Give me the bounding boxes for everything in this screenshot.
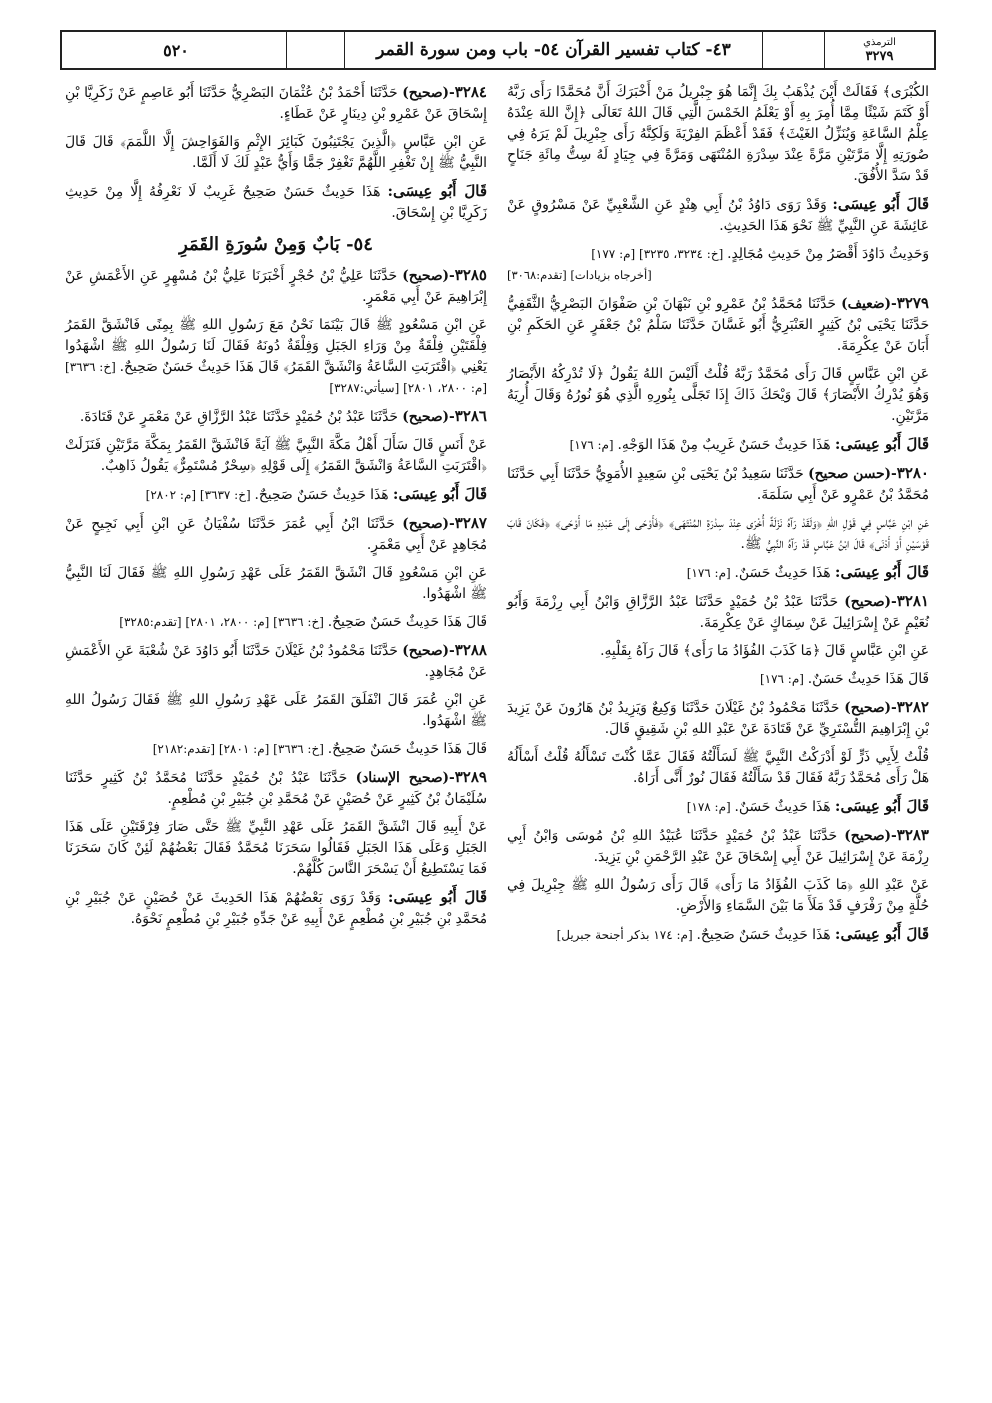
paragraph-text: عَنْ أَنَسٍ قَالَ سَأَلَ أَهْلُ مَكَّةَ النَّبِيَّ ﷺ آيَةً فَانْشَقَّ القَمَرُ بِمَكَّةَ مَرَّتَيْنِ فَنَزَلَتْ ﴿اقْتَرَبَتِ السَّاعَةُ وَانْشَقَّ القَمَرُ﴾ إِلَى قَوْلِهِ ﴿سِحْرٌ مُسْتَمِرٌّ﴾ يَقُولُ ذَاهِبٌ.	[65, 437, 487, 474]
reference: [م: ١٧٦]	[686, 566, 735, 580]
paragraph	[507, 293, 929, 357]
paragraph	[65, 739, 487, 760]
paragraph	[507, 875, 929, 917]
paragraph	[507, 641, 929, 662]
paragraph-text: حَدَّثَنَا عَبْدُ بْنُ حُمَيْدٍ حَدَّثَنَا عُبَيْدُ اللهِ بْنُ مُوسَى وَابْنُ أَبِي رِزْمَةَ عَنْ إِسْرَائِيلَ عَنْ أَبِي إِسْحَاقَ عَنْ عَبْدِ الرَّحْمَنِ بْنِ يَزِيدَ.	[507, 828, 929, 865]
paragraph	[507, 434, 929, 456]
paragraph	[65, 315, 487, 399]
paragraph-text: هَذَا حَدِيثٌ حَسَنٌ صَحِيحٌ.	[254, 487, 393, 503]
paragraph-text: حَدَّثَنَا عَبْدُ بْنُ حُمَيْدٍ حَدَّثَنَا مُحَمَّدُ بْنُ كَثِيرٍ حَدَّثَنَا سُلَيْمَانُ بْنُ كَثِيرٍ عَنْ حُصَيْنٍ عَنْ مُحَمَّدِ بْنِ جُبَيْرِ بْنِ مُطْعِمٍ.	[65, 770, 487, 807]
paragraph-text: عَنِ ابْنِ عَبَّاسٍ قَالَ ﴿مَا كَذَبَ الفُؤَادُ مَا رَأَى﴾ قَالَ رَآهُ بِقَلْبِهِ.	[600, 643, 929, 659]
paragraph-text: عَنِ ابْنِ عَبَّاسٍ قَالَ رَأَى مُحَمَّدٌ رَبَّهُ قُلْتُ أَلَيْسَ اللهُ يَقُولُ ﴿لَا تُدْرِكُهُ الأَبْصَارُ وَهُوَ يُدْرِكُ الأَبْصَارَ﴾ قَالَ وَيْحَكَ ذَاكَ إِذَا تَجَلَّى بِنُورِهِ الَّذِي هُوَ نُورُهُ وَقَالَ أُرِيَهُ مَرَّتَيْنِ.	[507, 366, 929, 424]
left-column-bottom-block	[65, 265, 487, 930]
header-blank-cell	[286, 32, 344, 68]
paragraph-text: هَذَا حَدِيثٌ حَسَنٌ.	[734, 565, 835, 581]
paragraph	[507, 924, 929, 946]
hadith-grade: -(صحيح)	[402, 643, 455, 659]
abu-isa-remark: قَالَ أَبُو عِيسَى:	[834, 925, 929, 943]
reference: [م: ١٧٦]	[759, 672, 808, 686]
paragraph-text: حَدَّثَنَا عَبْدُ بْنُ حُمَيْدٍ حَدَّثَنَا عَبْدُ الرَّزَّاقِ وَابْنُ أَبِي رِزْمَةَ وَأَبُو نُعَيْمٍ عَنْ إِسْرَائِيلَ عَنْ سِمَاكٍ عَنْ عِكْرِمَةَ.	[507, 594, 929, 631]
abu-isa-remark: قَالَ أَبُو عِيسَى:	[387, 182, 487, 200]
hadith-grade: -(صحيح)	[844, 700, 897, 716]
hadith-grade: -(صحيح)	[844, 828, 897, 844]
page-header	[60, 30, 936, 70]
paragraph-text: حَدَّثَنَا عَبْدُ بْنُ حُمَيْدٍ حَدَّثَنَا عَبْدُ الرَّزَّاقِ عَنْ مَعْمَرٍ عَنْ قَتَادَةَ.	[79, 409, 403, 425]
hadith-number: ٣٢٨٢	[896, 698, 929, 716]
paragraph-text: عَنِ ابْنِ عُمَرَ قَالَ انْفَلَقَ القَمَرُ عَلَى عَهْدِ رَسُولِ اللهِ ﷺ فَقَالَ رَسُولُ اللهِ ﷺ اشْهَدُوا.	[65, 692, 487, 729]
paragraph-text: هَذَا حَدِيثٌ حَسَنٌ صَحِيحٌ.	[696, 927, 835, 943]
paragraph-text: حَدَّثَنَا مَحْمُودُ بْنُ غَيْلَانَ حَدَّثَنَا أَبُو دَاوُدَ عَنْ شُعْبَةَ عَنِ الأَعْمَشِ عَنْ مُجَاهِدٍ.	[65, 643, 487, 680]
paragraph-text: حَدَّثَنَا سَعِيدُ بْنُ يَحْيَى بْنِ سَعِيدٍ الأُمَوِيُّ حَدَّثَنَا أَبِي حَدَّثَنَا مُحَمَّدُ بْنُ عَمْرٍو عَنْ أَبِي سَلَمَةَ.	[507, 466, 929, 503]
paragraph-text: عَنْ أَبِيهِ قَالَ انْشَقَّ القَمَرُ عَلَى عَهْدِ النَّبِيِّ ﷺ حَتَّى صَارَ فِرْقَتَيْنِ عَلَى هَذَا الجَبَلِ وَعَلَى هَذَا الجَبَلِ فَقَالُوا سَحَرَنَا مُحَمَّدٌ فَقَالَ بَعْضُهُمْ لَئِنْ كَانَ سَحَرَنَا فَمَا يَسْتَطِيعُ أَنْ يَسْحَرَ النَّاسَ كُلَّهُمْ.	[65, 819, 487, 877]
paragraph	[65, 484, 487, 506]
paragraph	[507, 562, 929, 584]
hadith-number: ٣٢٨٩	[454, 768, 487, 786]
header-hadith-range: ٣٢٧٩	[865, 48, 894, 64]
paragraph	[65, 690, 487, 732]
reference: [خ: ٣٦٣٦] [م: ٢٨٠٠، ٢٨٠١] [تقدم:٣٢٨٥]	[119, 615, 328, 629]
hadith-grade: -(صحيح)	[402, 409, 455, 425]
hadith-number: ٣٢٨٧	[454, 514, 487, 532]
abu-isa-remark: قَالَ أَبُو عِيسَى:	[834, 797, 929, 815]
paragraph-text: قَالَ هَذَا حَدِيثٌ حَسَنٌ.	[807, 671, 929, 687]
paragraph-text: قَالَ هَذَا حَدِيثٌ حَسَنٌ صَحِيحٌ.	[327, 741, 487, 757]
paragraph-text: عَنْ عَبْدِ اللهِ ﴿مَا كَذَبَ الفُؤَادُ مَا رَأَى﴾ قَالَ رَأَى رَسُولُ اللهِ ﷺ جِبْرِيلَ فِي حُلَّةٍ مِنْ رَفْرَفٍ قَدْ مَلَأَ مَا بَيْنَ السَّمَاءِ وَالأَرْضِ.	[507, 877, 929, 914]
paragraph-text: وَقَدْ رَوَى دَاوُدُ بْنُ أَبِي هِنْدٍ عَنِ الشَّعْبِيِّ عَنْ مَسْرُوقٍ عَنْ عَائِشَةَ عَنِ النَّبِيِّ ﷺ نَحْوَ هَذَا الحَدِيثِ.	[507, 197, 929, 234]
hadith-number: ٣٢٨٥	[454, 266, 487, 284]
paragraph-text: الكُبْرَى﴾ فَقَالَتْ أَيْنَ يُذْهَبُ بِكَ إِنَّمَا هُوَ جِبْرِيلُ مَنْ أَخْبَرَكَ أَنَّ مُحَمَّدًا رَأَى رَبَّهُ أَوْ كَتَمَ شَيْئًا مِمَّا أُمِرَ بِهِ أَوْ يَعْلَمُ الخَمْسَ الَّتِي قَالَ اللهُ تَعَالَى ﴿إِنَّ اللهَ عِنْدَهُ عِلْمُ السَّاعَةِ وَيُنَزِّلُ الغَيْثَ﴾ فَقَدْ أَعْظَمَ الفِرْيَةَ وَلَكِنَّهُ رَأَى جِبْرِيلَ لَمْ يَرَهُ فِي صُورَتِهِ إِلَّا مَرَّتَيْنِ مَرَّةً عِنْدَ سِدْرَةِ المُنْتَهَى وَمَرَّةً فِي جِيَادٍ لَهُ سِتُّ مِائَةِ جَنَاحٍ قَدْ سَدَّ الأُفُقَ.	[507, 84, 929, 184]
paragraph	[65, 265, 487, 308]
hadith-number: ٣٢٨١	[896, 592, 929, 610]
header-book-cell	[824, 32, 934, 68]
paragraph	[65, 82, 487, 125]
paragraph-text: عَنِ ابْنِ عَبَّاسٍ ﴿الَّذِينَ يَجْتَنِبُونَ كَبَائِرَ الإِثْمِ وَالفَوَاحِشَ إِلَّا اللَّمَمَ﴾ قَالَ قَالَ النَّبِيُّ ﷺ إِنْ تَغْفِرِ اللَّهُمَّ تَغْفِرْ جَمًّا وَأَيُّ عَبْدٍ لَكَ لَا أَلَمَّا.	[65, 134, 487, 171]
paragraph	[65, 513, 487, 556]
right-text-column	[507, 82, 929, 953]
hadith-grade: -(صحيح)	[402, 268, 455, 284]
abu-isa-remark: قَالَ أَبُو عِيسَى:	[387, 888, 487, 906]
paragraph	[65, 563, 487, 605]
abu-isa-remark: قَالَ أَبُو عِيسَى:	[834, 563, 929, 581]
hadith-grade: -(ضعيف)	[841, 296, 897, 312]
paragraph-text: حَدَّثَنَا مَحْمُودُ بْنُ غَيْلَانَ حَدَّثَنَا وَكِيعٌ وَيَزِيدُ بْنُ هَارُونَ عَنْ يَزِيدَ بْنِ إِبْرَاهِيمَ التُّسْتَرِيِّ عَنْ قَتَادَةَ عَنْ عَبْدِ اللهِ بْنِ شَقِيقٍ قَالَ.	[507, 700, 929, 737]
paragraph	[65, 435, 487, 477]
paragraph	[507, 364, 929, 427]
paragraph-text: حَدَّثَنَا مُحَمَّدُ بْنُ عَمْرِو بْنِ نَبْهَانَ بْنِ صَفْوَانَ البَصْرِيُّ الثَّقَفِيُّ حَدَّثَنَا يَحْيَى بْنُ كَثِيرٍ العَنْبَرِيُّ أَبُو غَسَّانَ حَدَّثَنَا سَلْمُ بْنُ جَعْفَرٍ عَنِ الحَكَمِ بْنِ أَبَانَ عَنْ عِكْرِمَةَ.	[507, 296, 929, 354]
header-book-name: الترمذي	[863, 36, 896, 48]
abu-isa-remark: قَالَ أَبُو عِيسَى:	[392, 485, 487, 503]
paragraph-text: عَنِ ابْنِ مَسْعُودٍ قَالَ انْشَقَّ القَمَرُ عَلَى عَهْدِ رَسُولِ اللهِ ﷺ فَقَالَ لَنَا النَّبِيُّ ﷺ اشْهَدُوا.	[65, 565, 487, 602]
header-page-number: ٥٢٠	[163, 40, 189, 60]
paragraph	[65, 612, 487, 633]
paragraph	[65, 640, 487, 683]
header-blank-cell	[762, 32, 824, 68]
reference: [خ: ٣٦٣٦] [م: ٢٨٠٠، ٢٨٠١] [سيأتي:٣٢٨٧]	[65, 360, 487, 395]
left-text-column	[65, 82, 487, 937]
paragraph	[507, 825, 929, 868]
reference: [م: ١٧٦]	[569, 438, 618, 452]
paragraph-text: وَحَدِيثُ دَاوُدَ أَقْصَرُ مِنْ حَدِيثِ مُجَالِدٍ.	[727, 246, 929, 262]
paragraph	[65, 887, 487, 930]
paragraph	[507, 244, 929, 286]
reference: [خ: ٣٦٣٦] [م: ٢٨٠١] [تقدم:٢١٨٢]	[152, 742, 328, 756]
reference: [خ: ٣٦٣٧] [م: ٢٨٠٢]	[145, 488, 255, 502]
hadith-grade: -(صحيح الإسناد)	[355, 770, 455, 786]
hadith-number: ٣٢٨٨	[454, 641, 487, 659]
paragraph-text: عَنِ ابْنِ مَسْعُودٍ ﷺ قَالَ بَيْنَمَا نَحْنُ مَعَ رَسُولِ اللهِ ﷺ بِمِنًى فَانْشَقَّ القَمَرُ فِلْقَتَيْنِ فِلْقَةٌ مِنْ وَرَاءِ الجَبَلِ وَفِلْقَةٌ دُونَهُ فَقَالَ لَنَا رَسُولُ اللهِ ﷺ اشْهَدُوا يَعْنِي ﴿اقْتَرَبَتِ السَّاعَةُ وَانْشَقَّ القَمَرُ﴾ قَالَ هَذَا حَدِيثٌ حَسَنٌ صَحِيحٌ.	[65, 317, 487, 375]
chapter-heading: ٥٤- بَابٌ وَمِنْ سُورَةِ القَمَرِ	[179, 234, 373, 255]
hadith-grade: -(حسن صحيح)	[808, 466, 897, 482]
paragraph-text: حَدَّثَنَا أَحْمَدُ بْنُ عُثْمَانَ البَصْرِيُّ حَدَّثَنَا أَبُو عَاصِمٍ عَنْ زَكَرِيَّا بْنِ إِسْحَاقَ عَنْ عَمْرِو بْنِ دِينَارٍ عَنْ عَطَاءٍ.	[65, 85, 487, 122]
paragraph	[507, 463, 929, 506]
paragraph-text: هَذَا حَدِيثٌ حَسَنٌ صَحِيحٌ غَرِيبٌ لَا نَعْرِفُهُ إِلَّا مِنْ حَدِيثِ زَكَرِيَّا بْنِ إِسْحَاقَ.	[65, 184, 487, 221]
paragraph	[507, 747, 929, 789]
paragraph	[507, 796, 929, 818]
hadith-number: ٣٢٨٣	[896, 826, 929, 844]
left-column-top-block	[65, 82, 487, 224]
paragraph	[65, 817, 487, 880]
paragraph-text: عَنِ ابْنِ عَبَّاسٍ فِي قَوْلِ اللهِ ﴿وَلَقَدْ رَآهُ نَزْلَةً أُخْرَى عِنْدَ سِدْرَةِ المُنْتَهَى﴾ ﴿فَأَوْحَى إِلَى عَبْدِهِ مَا أَوْحَى﴾ ﴿فَكَانَ قَابَ قَوْسَيْنِ أَوْ أَدْنَى﴾ قَالَ ابْنُ عَبَّاسٍ قَدْ رَآهُ النَّبِيُّ ﷺ.	[507, 515, 929, 552]
abu-isa-remark: قَالَ أَبُو عِيسَى:	[832, 195, 929, 213]
hadith-number: ٣٢٨٦	[454, 407, 487, 425]
paragraph-text: قَالَ هَذَا حَدِيثٌ حَسَنٌ صَحِيحٌ.	[327, 614, 487, 630]
paragraph	[507, 591, 929, 634]
paragraph	[65, 767, 487, 810]
hadith-number: ٣٢٨٤	[454, 83, 487, 101]
abu-isa-remark: قَالَ أَبُو عِيسَى:	[834, 435, 929, 453]
reference: [م: ١٧٨]	[686, 800, 735, 814]
paragraph	[65, 406, 487, 428]
paragraph	[507, 194, 929, 237]
hadith-number: ٣٢٨٠	[896, 464, 929, 482]
paragraph	[65, 181, 487, 224]
paragraph	[507, 82, 929, 187]
paragraph-text: قُلْتُ لِأَبِي ذَرٍّ لَوْ أَدْرَكْتُ النَّبِيَّ ﷺ لَسَأَلْتُهُ فَقَالَ عَمَّا كُنْتَ تَسْأَلُهُ قُلْتُ أَسْأَلُهُ هَلْ رَأَى مُحَمَّدٌ رَبَّهُ فَقَالَ قَدْ سَأَلْتُهُ فَقَالَ نُورٌ أَنَّى أَرَاهُ.	[507, 749, 929, 786]
reference: [م: ١٧٤ بذكر أجنحة جبريل]	[556, 928, 697, 942]
hadith-grade: -(صحيح)	[402, 516, 455, 532]
paragraph-text: حَدَّثَنَا عَلِيُّ بْنُ حُجْرٍ أَخْبَرَنَا عَلِيُّ بْنُ مُسْهِرٍ عَنِ الأَعْمَشِ عَنْ إِبْرَاهِيمَ عَنْ أَبِي مَعْمَرٍ.	[65, 268, 487, 305]
paragraph	[507, 513, 929, 555]
reference: [خ: ٣٢٣٤، ٣٢٣٥] [م: ١٧٧]	[591, 247, 728, 261]
hadith-number: ٣٢٧٩	[896, 294, 929, 312]
paragraph-text: حَدَّثَنَا ابْنُ أَبِي عُمَرَ حَدَّثَنَا سُفْيَانُ عَنِ ابْنِ أَبِي نَجِيحٍ عَنْ مُجَاهِدٍ عَنْ أَبِي مَعْمَرٍ.	[65, 516, 487, 553]
paragraph-text: هَذَا حَدِيثٌ حَسَنٌ غَرِيبٌ مِنْ هَذَا الوَجْهِ.	[617, 437, 835, 453]
paragraph-text: هَذَا حَدِيثٌ حَسَنٌ.	[734, 799, 835, 815]
paragraph	[507, 669, 929, 690]
header-title: ٤٣- كتاب تفسير القرآن ٥٤- باب ومن سورة القمر	[344, 32, 762, 68]
paragraph-text: وَقَدْ رَوَى بَعْضُهُمْ هَذَا الحَدِيثَ عَنْ حُصَيْنٍ عَنْ جُبَيْرِ بْنِ مُحَمَّدِ بْنِ جُبَيْرِ بْنِ مُطْعِمٍ عَنْ أَبِيهِ عَنْ جَدِّهِ جُبَيْرِ بْنِ مُطْعِمٍ نَحْوَهُ.	[65, 890, 487, 927]
reference-note: [أخرجاه بزيادات] [تقدم:٣٠٦٨]	[507, 268, 652, 282]
hadith-grade: -(صحيح)	[844, 594, 897, 610]
paragraph	[507, 697, 929, 740]
hadith-grade: -(صحيح)	[402, 85, 455, 101]
paragraph	[65, 132, 487, 174]
